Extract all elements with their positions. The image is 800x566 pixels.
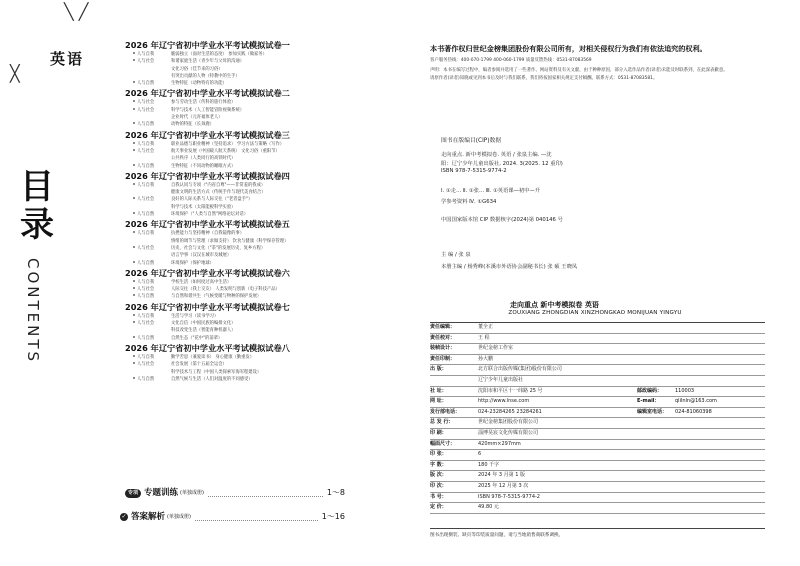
corner-mark-left: ╳	[10, 64, 20, 83]
info-value: 王 程	[478, 334, 490, 341]
info-label: 印 张：	[430, 451, 447, 458]
info-row	[430, 493, 765, 504]
bullet-icon	[133, 261, 135, 263]
table-of-contents	[125, 40, 350, 384]
toc-volume[interactable]	[125, 219, 350, 266]
bullet-icon	[133, 59, 135, 61]
toc-topic-row	[125, 293, 350, 300]
topic-category-text: 人与自然	[137, 122, 155, 128]
info-label: 幅面尺寸：	[430, 440, 456, 447]
toc-volume[interactable]	[125, 343, 350, 383]
toc-topic-row	[125, 141, 350, 148]
info-row	[430, 503, 765, 514]
bullet-icon	[133, 294, 135, 296]
toc-topic-row	[125, 376, 350, 383]
info-label: 书 号：	[430, 493, 447, 500]
toc-volume[interactable]	[125, 88, 350, 128]
volume-title: 2026 年辽宁省初中学业水平考试模拟试卷七	[125, 301, 290, 312]
topic-text: 自然气候与生活（人们对温度的不同感受）	[171, 376, 253, 382]
toc-topic-row	[125, 320, 350, 327]
topic-category	[125, 99, 171, 106]
topic-category	[125, 313, 171, 320]
topic-text: 和谐家庭生活（青少年与父母的沟通）	[171, 59, 245, 65]
topic-text: 社会发展（第十五届全运会）	[171, 362, 227, 368]
info-value: 董全正	[478, 324, 494, 330]
topic-category	[125, 293, 171, 300]
info-value: 6	[478, 451, 482, 458]
topic-category-text: 人与社会	[137, 107, 155, 113]
info-label-secondary: 邮政编码：	[637, 387, 663, 394]
topic-category-text: 人与自我	[137, 354, 155, 360]
volume-title: 2026 年辽宁省初中学业水平考试模拟试卷三	[125, 129, 290, 140]
bullet-icon	[133, 280, 135, 282]
hotline: 客户服务热线：400-070-1799 400-060-1799 质量反馈热线：0531-87083569	[430, 58, 592, 63]
bullet-icon	[133, 149, 135, 151]
topic-category-text: 人与自然	[137, 294, 155, 300]
info-value-secondary: 024-81060398	[675, 408, 712, 415]
info-label: 装帧设计：	[430, 345, 456, 352]
topic-category-text: 人与社会	[137, 148, 155, 154]
toc-topic-row	[125, 327, 350, 334]
footnote: 图书出现倒装、缺页等印装质量问题，请与当地销售商联系调换。	[430, 528, 765, 538]
info-row	[430, 440, 765, 451]
info-value: 淄博昊宸文化传媒有限公司	[478, 429, 539, 436]
topic-text: 科学技术与工程（中国人类探索军海军程建设）	[171, 369, 262, 375]
topic-category-text: 人与自我	[137, 141, 155, 147]
topic-text: 与自然和谐共生（气候变暖与物种的保护发展）	[171, 294, 262, 300]
topic-category	[125, 245, 171, 252]
topic-text: 航天事业发展（中国载人航天系统） 文化习俗（重阳节）	[171, 148, 280, 154]
bullet-icon	[133, 52, 135, 54]
toc-title-text: 目录	[20, 167, 54, 245]
info-row	[430, 334, 765, 345]
topic-category-text: 人与自然	[137, 260, 155, 266]
topic-category-text: 人与自然	[137, 212, 155, 218]
statement-line-1: 声明：本书在编写过程中，编者参阅并选用了一些著作、网站资料及有关文献，由于种种原因，部分入选作品作者(译者)未能及时联系到，在此深表歉意。	[430, 68, 728, 73]
leader-dots	[208, 490, 323, 497]
toc-topic-row	[125, 204, 350, 211]
topic-category-text: 人与社会	[137, 100, 155, 106]
topic-category-text: 人与自我	[137, 182, 155, 188]
answers-note: (单独成册)	[167, 514, 191, 520]
bullet-icon	[133, 142, 135, 144]
volume-title: 2026 年辽宁省初中学业水平考试模拟试卷八	[125, 342, 290, 353]
toc-topic-row	[125, 196, 350, 203]
info-label: 社 址：	[430, 387, 447, 394]
topic-text: 健康文明的生活方式（传统手作与现代美食结合）	[171, 190, 266, 196]
toc-topic-row	[125, 107, 350, 114]
toc-topic-row	[125, 286, 350, 293]
info-label: 网 址：	[430, 398, 447, 405]
toc-topic-row	[125, 66, 350, 73]
toc-topic-row	[125, 114, 350, 121]
toc-topic-row	[125, 279, 350, 286]
bullet-icon	[133, 246, 135, 248]
info-value: 世纪金榜工作室	[478, 345, 514, 352]
topic-category	[125, 148, 171, 155]
cip-isbn: ISBN 978-7-5315-9774-2	[441, 168, 507, 174]
topic-text: 动物的特征（长颈鹿）	[171, 122, 214, 128]
info-label: 出 版：	[430, 366, 447, 373]
topic-text: 人际交往（我上交友） 人类发明与创新（电子科技产品）	[171, 287, 280, 293]
copyright-notice: 本书著作权归世纪金榜集团股份有限公司所有，对相关侵权行为我们有依法追究的权利。	[430, 44, 707, 53]
bullet-icon	[133, 231, 135, 233]
info-row	[430, 461, 765, 472]
topic-category-text: 人与自我	[137, 313, 155, 319]
bullet-icon	[133, 287, 135, 289]
toc-title	[20, 168, 56, 244]
topic-category-text: 人与社会	[137, 197, 155, 203]
topic-category	[125, 376, 171, 383]
info-row	[430, 376, 765, 387]
info-row	[430, 397, 765, 408]
info-row	[430, 322, 765, 334]
bullet-icon	[133, 122, 135, 124]
topic-text: 语言学事（汉汉在城市及城展）	[171, 253, 232, 259]
topic-text: 科技改变生活（智能育种机器人）	[171, 328, 236, 334]
statement-line-2: 请原作者(译者)知晓或见到本书后及时与我们联系，我们将按国家相关规定支付稿酬。联系方式：0531-87083581。	[430, 76, 658, 81]
topic-text: 参与劳动生活（传科的旅行体验）	[171, 100, 236, 106]
cip-line-1: 走向重点. 新中考模拟卷. 英语 / 张泉主编. —沈	[441, 152, 552, 158]
bullet-icon	[133, 100, 135, 102]
info-value: 024-23284265 23284261	[478, 408, 542, 415]
leader-dots	[195, 514, 318, 521]
topic-category	[125, 107, 171, 114]
topic-text: 脆弱独立（面对生活的态度） 参加实践（做家务）	[171, 52, 267, 57]
topic-category	[125, 279, 171, 286]
bullet-icon	[133, 108, 135, 110]
info-label: 版 次：	[430, 472, 447, 479]
topic-category	[125, 260, 171, 267]
topic-category	[125, 211, 171, 218]
topic-category-text: 人与自我	[137, 52, 155, 57]
info-label: 总 发 行：	[430, 419, 454, 426]
info-row	[430, 482, 765, 493]
topic-category	[125, 335, 171, 342]
topic-text: 职业品德与职业精神（坚持追求） 学习方法与策略（写作）	[171, 141, 285, 147]
info-label: 责任校对：	[430, 334, 456, 341]
info-value: 辽宁少年儿童出版社	[478, 376, 524, 383]
toc-topic-row	[125, 313, 350, 320]
toc-topic-row	[125, 182, 350, 189]
topic-category	[125, 51, 171, 58]
info-row	[430, 387, 765, 398]
toc-topic-row	[125, 238, 350, 245]
toc-topic-row	[125, 189, 350, 196]
topic-text: 自我认同与专项（"内省自尊"——非常羞的我成）	[171, 182, 266, 188]
topic-category-text: 人与自我	[137, 279, 155, 285]
toc-topic-row	[125, 58, 350, 65]
info-label: 印 次：	[430, 482, 447, 489]
info-row	[430, 365, 765, 376]
info-row	[430, 471, 765, 482]
bullet-icon	[133, 183, 135, 185]
topic-category-text: 人与社会	[137, 287, 155, 293]
toc-topic-row	[125, 354, 350, 361]
info-label: 定 价：	[430, 504, 447, 511]
toc-topic-row	[125, 99, 350, 106]
topic-text: 生物特征（不同动物的睡眠方式）	[171, 163, 236, 169]
topic-category	[125, 182, 171, 189]
topic-category	[125, 320, 171, 327]
bullet-icon	[133, 355, 135, 357]
cip-line-4: Ⅰ. ①走… Ⅱ. ①张… Ⅲ. ①英语课—初中—升	[441, 188, 541, 194]
info-value: ISBN 978-7-5315-9774-2	[478, 493, 540, 500]
topic-text: 良好的人际关系与人际交往（"老者盘手"）	[171, 197, 253, 203]
info-row	[430, 355, 765, 366]
toc-topic-row	[125, 211, 350, 218]
topic-category-text: 人与自然	[137, 163, 155, 169]
topic-category	[125, 286, 171, 293]
toc-topic-row	[125, 121, 350, 128]
topic-category	[125, 80, 171, 87]
toc-topic-row	[125, 335, 350, 342]
info-value: 世纪金榜集团股份有限公司	[478, 419, 539, 426]
topic-text: 抗挫能力与坚持精神（自我镜像的事）	[171, 231, 245, 237]
info-row	[430, 429, 765, 440]
info-value: 180 千字	[478, 461, 500, 468]
toc-topic-row	[125, 155, 350, 162]
special-label: 专题训练	[144, 488, 179, 498]
info-value: 2025 年 12 月第 3 次	[478, 482, 529, 489]
toc-topic-row	[125, 260, 350, 267]
toc-english-title	[20, 258, 46, 388]
info-label-secondary: 编辑室电话：	[637, 408, 668, 415]
toc-volume[interactable]	[125, 130, 350, 170]
topic-text: 公共秩序（人类同行的高铁时代）	[171, 156, 236, 162]
toc-topic-row	[125, 163, 350, 170]
special-badge: 专项	[125, 489, 141, 498]
cip-line-5: 学参考资料 Ⅳ. ①G634	[441, 199, 497, 205]
bullet-icon	[133, 197, 135, 199]
info-label: 印 刷：	[430, 429, 447, 436]
topic-category	[125, 58, 171, 65]
info-label: 字 数：	[430, 461, 447, 468]
topic-category-text: 人与自然	[137, 376, 155, 382]
topic-category	[125, 141, 171, 148]
topic-category-text: 人与社会	[137, 59, 155, 65]
bullet-icon	[133, 336, 135, 338]
topic-text: 生活与学习（读书学习）	[171, 313, 219, 319]
toc-topic-row	[125, 80, 350, 87]
info-value-secondary: qlilnln@163.com	[675, 398, 717, 405]
topic-text: 环境保护（"人类与自然"网络论坛对话）	[171, 212, 248, 218]
topic-category	[125, 354, 171, 361]
volume-title: 2026 年辽宁省初中学业水平考试模拟试卷六	[125, 267, 290, 278]
topic-category-text: 人与社会	[137, 245, 155, 251]
book-pinyin: ZOUXIANG ZHONGDIAN XINZHONGKAO MONIJUAN YINGYU	[508, 310, 682, 316]
topic-text: 有突出贡献的人物（特教中的生手）	[171, 73, 240, 79]
subject-title: 英语	[50, 50, 85, 68]
volume-title: 2026 年辽宁省初中学业水平考试模拟试卷四	[125, 170, 290, 181]
book-title: 走向重点 新中考模拟卷 英语	[510, 301, 599, 309]
info-value: 北方联合出版传媒(集团)股份有限公司	[478, 366, 562, 373]
info-value: 沈阳市和平区十一纬路 25 号	[478, 387, 543, 394]
topic-text: 科学与技术（人工智能冒险视频系统）	[171, 107, 245, 113]
topic-text: 自然生态（"花中"的前辈）	[171, 335, 223, 341]
toc-topic-row	[125, 51, 350, 58]
toc-volume[interactable]	[125, 268, 350, 301]
topic-text: 科学与技术（太阳能板科学实验）	[171, 204, 236, 210]
volume-editors: 本册主编 / 杨秀峰(本溪市外语协会副秘书长) 张 硕 王晓凤	[441, 264, 578, 270]
topic-category	[125, 163, 171, 170]
info-value-secondary: 110003	[675, 387, 695, 394]
topic-text: 勤学苦思（兼爱读书） 身心健康（勤重发）	[171, 354, 255, 360]
info-row	[430, 450, 765, 461]
topic-text: 企业时代（元宵福体老人）	[171, 115, 223, 121]
info-value: 49.80 元	[478, 504, 499, 511]
toc-topic-row	[125, 230, 350, 237]
cip-heading: 图书在版编目(CIP)数据	[441, 138, 502, 144]
toc-volume[interactable]	[125, 302, 350, 342]
topic-category	[125, 361, 171, 368]
toc-topic-row	[125, 252, 350, 259]
info-value: 2024 年 3 月第 1 版	[478, 472, 526, 479]
toc-topic-row	[125, 245, 350, 252]
topic-category-text: 人与自然	[137, 335, 155, 341]
chief-editor: 主 编 / 张 泉	[441, 252, 471, 258]
topic-category-text: 人与社会	[137, 362, 155, 368]
topic-text: 生物特征（动物特有的功能）	[171, 81, 227, 87]
topic-text: 情绪的调节与管理（求做支持） 饮食与健康（科学保存管理）	[171, 238, 289, 244]
toc-topic-row	[125, 369, 350, 376]
topic-text: 环境保护（保护地球）	[171, 260, 214, 266]
topic-category	[125, 121, 171, 128]
special-note: (单独成册)	[180, 490, 204, 496]
publication-info-table	[430, 322, 765, 514]
info-value: 孙大鹏	[478, 355, 494, 362]
topic-text: 学校生活（如何度过高中生活）	[171, 279, 232, 285]
bullet-icon	[133, 212, 135, 214]
info-row	[430, 408, 765, 419]
info-label: 责任印制：	[430, 355, 456, 362]
topic-category	[125, 230, 171, 237]
toc-topic-row	[125, 361, 350, 368]
bullet-icon	[133, 314, 135, 316]
special-pages: 1～8	[326, 488, 345, 497]
info-label: 责任编辑：	[430, 324, 456, 330]
info-value: http://www.lnse.com	[478, 398, 530, 405]
cip-number: 中国国家版本馆 CIP 数据核字(2024)第 040146 号	[441, 217, 563, 223]
toc-topic-row	[125, 73, 350, 80]
topic-text: 文化自信（中国民族的编排文化）	[171, 321, 236, 327]
topic-category-text: 人与社会	[137, 321, 155, 327]
topic-text: 文化习俗（佳节来的习俗）	[171, 66, 223, 72]
info-value: 420mm×297mm	[478, 440, 521, 447]
bullet-icon	[133, 377, 135, 379]
answers-label: 答案解析	[131, 512, 166, 522]
bullet-icon	[133, 81, 135, 83]
info-label: 发行部电话：	[430, 408, 461, 415]
topic-category-text: 人与自我	[137, 231, 155, 237]
toc-english-text: CONTENTS	[24, 258, 42, 365]
topic-category	[125, 196, 171, 203]
volume-title: 2026 年辽宁省初中学业水平考试模拟试卷一	[125, 40, 290, 50]
toc-volume[interactable]	[125, 171, 350, 218]
bullet-icon	[133, 164, 135, 166]
answers-pages: 1～16	[321, 512, 345, 521]
bullet-icon	[133, 362, 135, 364]
cip-line-2: 阳：辽宁少年儿童出版社, 2024. 3(2025. 12 重印)	[441, 161, 563, 167]
toc-topic-row	[125, 148, 350, 155]
info-row	[430, 418, 765, 429]
info-row	[430, 344, 765, 355]
volume-title: 2026 年辽宁省初中学业水平考试模拟试卷二	[125, 88, 290, 99]
volume-title: 2026 年辽宁省初中学业水平考试模拟试卷五	[125, 219, 290, 230]
toc-volume[interactable]	[125, 40, 350, 87]
check-icon: ✓	[121, 513, 127, 520]
answers-entry[interactable]	[120, 510, 345, 524]
info-label-secondary: E-mail：	[637, 398, 660, 405]
topic-category-text: 人与自然	[137, 81, 155, 87]
special-training-entry[interactable]	[125, 486, 345, 500]
bullet-icon	[133, 321, 135, 323]
corner-mark-top: ╲ ╱	[64, 2, 89, 21]
topic-text: 历史、社会与文化（"茶"的发展历史、复乡方程）	[171, 245, 266, 251]
